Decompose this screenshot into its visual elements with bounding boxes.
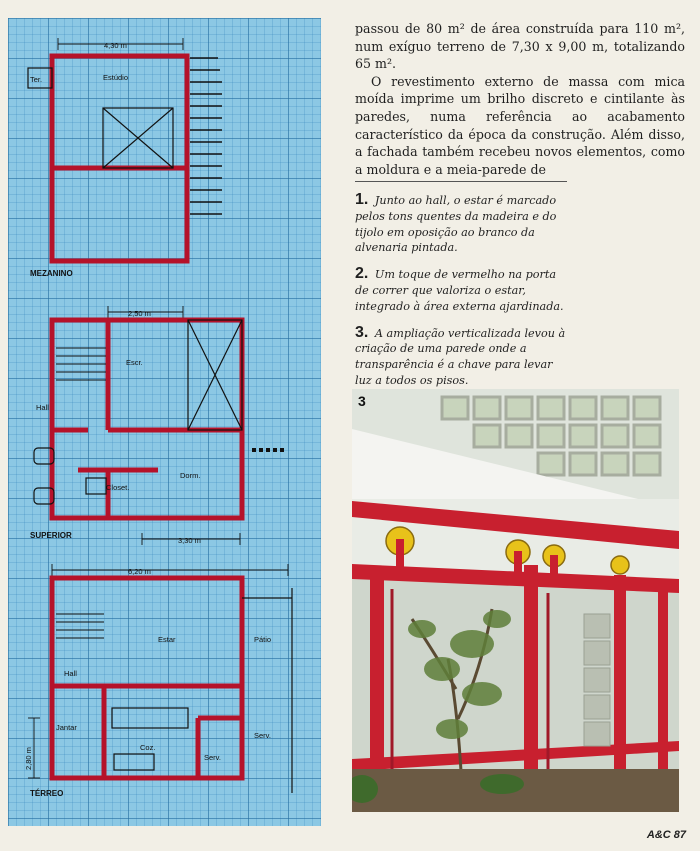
caption-2 — [355, 266, 567, 314]
floor-plans-drawing — [8, 18, 321, 826]
photo-illustration — [352, 389, 679, 812]
superior-dim-bottom: 3,30 m — [178, 536, 201, 545]
caption-divider — [355, 181, 567, 182]
intro-paragraph-1: passou de 80 m² de área construída para 110 m², num exíguo terreno de 7,30 x 9,00 m, totalizando 65 m². — [355, 21, 685, 72]
plan-terreo — [24, 564, 292, 798]
page-folio: A&C 87 — [646, 829, 686, 841]
terreo-hall-label: Hall — [64, 669, 77, 678]
caption-3 — [355, 325, 567, 389]
terreo-coz-label: Coz. — [140, 743, 156, 752]
mezanino-dimension: 4,30 m — [104, 41, 127, 50]
caption-2-text: Um toque de vermelho na porta de correr que valoriza o estar, integrado à área externa ajardinada. — [355, 268, 564, 313]
caption-3-number: 3. — [355, 323, 369, 341]
caption-1-text: Junto ao hall, o estar é marcado pelos tons quentes da madeira e do tijolo em oposição ao branco da alvenaria pintada. — [355, 194, 557, 255]
caption-3-text: A ampliação verticalizada levou à criação de uma parede onde a transparência é a chave para levar luz a todos os pisos. — [355, 326, 566, 387]
superior-closet-label: Closet. — [106, 483, 130, 492]
superior-title: SUPERIOR — [30, 531, 72, 540]
floor-plans — [8, 18, 321, 826]
intro-paragraph-2: O revestimento externo de massa com mica moída imprime um brilho discreto e cintilante às paredes, numa referência ao acabamento característico da época da construção. Além disso, a fachada também recebeu novos elementos, como a moldura e a meia-parede de — [355, 73, 685, 177]
terreo-estar-label: Estar — [158, 635, 176, 644]
plan-superior — [30, 306, 284, 545]
plan-mezanino — [28, 38, 222, 278]
photo-number: 3 — [358, 393, 366, 409]
terreo-patio-label: Pátio — [254, 635, 272, 644]
mezanino-title: MEZANINO — [30, 269, 73, 278]
terreo-dim-side: 2,80 m — [24, 747, 33, 770]
captions — [355, 192, 567, 399]
terreo-serv1-label: Serv. — [204, 753, 221, 762]
terreo-dim-top: 6,20 m — [128, 567, 151, 576]
superior-hall-label: Hall — [36, 403, 49, 412]
terreo-jantar-label: Jantar — [56, 723, 77, 732]
superior-dorm-label: Dorm. — [180, 471, 201, 480]
caption-1-number: 1. — [355, 191, 369, 208]
terreo-title: TÉRREO — [30, 789, 64, 798]
terreo-serv2-label: Serv. — [254, 731, 271, 740]
mezanino-estudio-label: Estúdio — [103, 73, 129, 82]
caption-2-number: 2. — [355, 265, 369, 283]
photo-glass-wall — [352, 389, 679, 812]
caption-1 — [355, 192, 567, 256]
superior-dim-top: 2,50 m — [128, 309, 151, 318]
intro-text — [355, 20, 685, 178]
mezanino-ter-label: Ter. — [30, 75, 43, 84]
superior-escr-label: Escr. — [126, 358, 143, 367]
